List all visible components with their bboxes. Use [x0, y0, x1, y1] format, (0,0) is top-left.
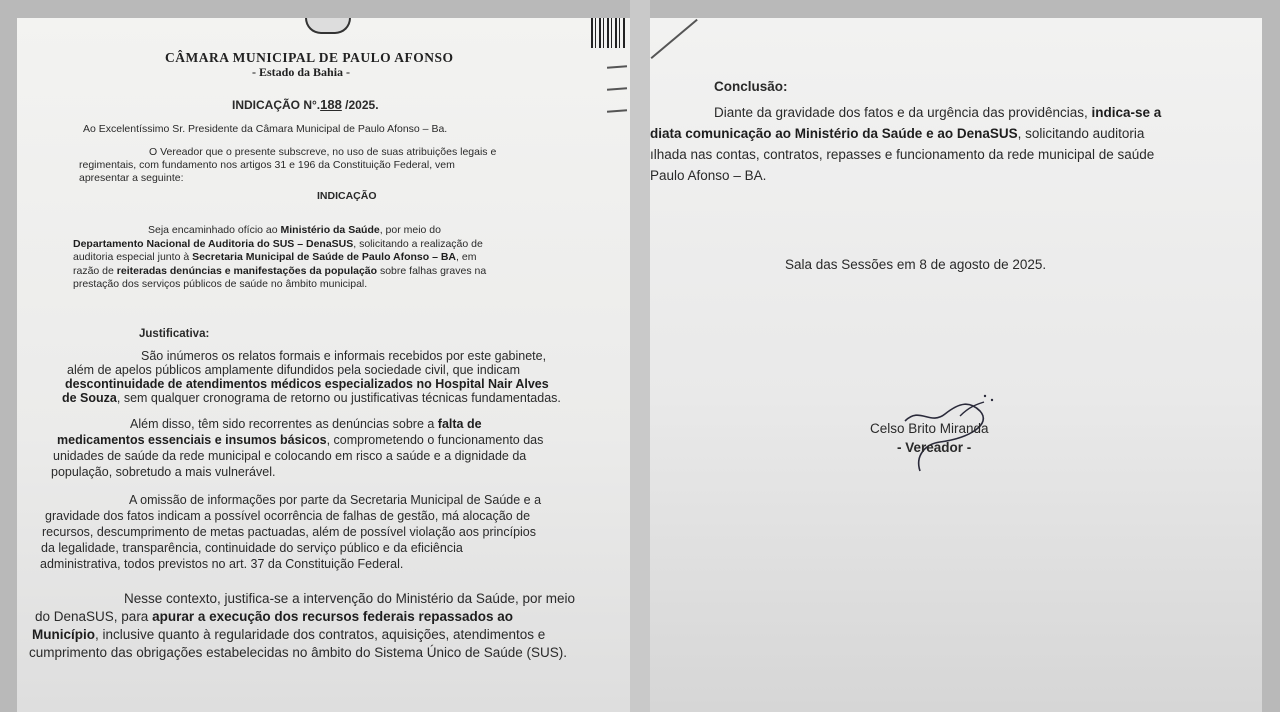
document-number: 188 [320, 97, 342, 112]
signer-role: - Vereador - [897, 440, 972, 455]
text-segment: ılhada nas contas, contratos, repasses e funcionamento da rede municipal de saúde [650, 147, 1155, 162]
text-line [42, 524, 536, 540]
text-line [73, 251, 476, 265]
text-line [129, 492, 541, 508]
text-line [53, 448, 526, 464]
bold-segment: indica-se a [1091, 105, 1162, 120]
edge-mark [651, 19, 698, 59]
justificativa-title: Justificativa: [139, 328, 210, 340]
bold-segment: Município [32, 627, 95, 642]
text-segment: da legalidade, transparência, continuidade do serviço público e da eficiência [41, 541, 463, 555]
text-line [714, 102, 1161, 123]
text-line [45, 508, 530, 524]
text-segment: , em [456, 251, 477, 263]
text-line [32, 626, 545, 644]
text-line [40, 556, 403, 572]
text-segment: prestação dos serviços públicos de saúde no âmbito municipal. [73, 278, 368, 290]
bold-segment: Departamento Nacional de Auditoria do SUS – DenaSUS [73, 238, 354, 250]
text-line [41, 540, 463, 556]
barcode-icon [591, 18, 625, 48]
text-segment: Além disso, têm sido recorrentes as denúncias sobre a [130, 417, 438, 431]
text-segment: além de apelos públicos amplamente difundidos pela sociedade civil, que indicam [67, 363, 521, 377]
edge-mark [607, 87, 627, 90]
bold-segment: diata comunicação ao Ministério da Saúde e ao DenaSUS [650, 126, 1018, 141]
text-segment: auditoria especial junto à [73, 251, 193, 263]
text-segment: Diante da gravidade dos fatos e da urgência das providências, [714, 105, 1092, 120]
text-line [29, 644, 567, 662]
title-prefix: INDICAÇÃO N°. [232, 98, 321, 112]
text-line [130, 416, 482, 432]
addressee: Ao Excelentíssimo Sr. Presidente da Câmara Municipal de Paulo Afonso – Ba. [83, 123, 448, 135]
section-title: INDICAÇÃO [317, 190, 377, 202]
bold-segment: descontinuidade de atendimentos médicos especializados no Hospital Nair Alves [65, 377, 549, 391]
conclusion-title: Conclusão: [714, 79, 788, 94]
text-segment: cumprimento das obrigações estabelecidas no âmbito do Sistema Único de Saúde (SUS). [29, 645, 568, 660]
state-name: - Estado da Bahia - [252, 65, 351, 79]
chamber-name: CÂMARA MUNICIPAL DE PAULO AFONSO [165, 50, 454, 65]
intro-line: O Vereador que o presente subscreve, no uso de suas atribuições legais e [149, 146, 497, 158]
text-segment: , sem qualquer cronograma de retorno ou justificativas técnicas fundamentadas. [116, 391, 561, 405]
text-segment: recursos, descumprimento de metas pactuadas, além de possível violação aos princípios [42, 525, 537, 539]
bold-segment: Ministério da Saúde [280, 224, 380, 236]
text-line [650, 165, 766, 186]
text-segment: Nesse contexto, justifica-se a intervenção do Ministério da Saúde, por meio [124, 591, 575, 606]
text-segment: , inclusive quanto à regularidade dos contratos, aquisições, atendimentos e [95, 627, 546, 642]
edge-mark [607, 65, 627, 68]
text-segment: administrativa, todos previstos no art. 37 da Constituição Federal. [40, 557, 404, 571]
text-line [62, 390, 561, 406]
signer-name: Celso Brito Miranda [870, 421, 989, 436]
text-segment: , por meio do [379, 224, 441, 236]
text-segment: , solicitando auditoria [1017, 126, 1145, 141]
text-segment: gravidade dos fatos indicam a possível ocorrência de falhas de gestão, má alocação de [45, 509, 531, 523]
bold-segment: Secretaria Municipal de Saúde de Paulo Afonso – BA [192, 251, 457, 263]
intro-line: apresentar a seguinte: [79, 172, 184, 184]
page-divider [630, 0, 650, 712]
text-segment: Paulo Afonso – BA. [650, 168, 767, 183]
bold-segment: de Souza [62, 391, 117, 405]
text-segment: razão de [73, 265, 117, 277]
text-segment: São inúmeros os relatos formais e informais recebidos por este gabinete, [141, 349, 547, 363]
text-segment: população, sobretudo a mais vulnerável. [51, 465, 276, 479]
text-line [57, 432, 543, 448]
text-line [35, 608, 513, 626]
text-line [73, 238, 483, 252]
bold-segment: reiteradas denúncias e manifestações da população [116, 265, 378, 277]
document-title [232, 98, 379, 113]
right-document-page [650, 18, 1262, 712]
bold-segment: falta de [437, 417, 482, 431]
text-segment: sobre falhas graves na [377, 265, 487, 277]
text-segment: A omissão de informações por parte da Secretaria Municipal de Saúde e a [129, 493, 542, 507]
text-line [650, 144, 1154, 165]
text-segment: , comprometendo o funcionamento das [326, 433, 544, 447]
text-line [73, 265, 486, 279]
text-segment: do DenaSUS, para [35, 609, 153, 624]
text-line [650, 123, 1144, 144]
edge-mark [607, 109, 627, 112]
closing-line: Sala das Sessões em 8 de agosto de 2025. [785, 257, 1047, 272]
bold-segment: medicamentos essenciais e insumos básicos [57, 433, 327, 447]
text-line [148, 224, 441, 238]
text-segment: unidades de saúde da rede municipal e colocando em risco a saúde e a dignidade da [53, 449, 527, 463]
text-segment: , solicitando a realização de [353, 238, 483, 250]
intro-line: regimentais, com fundamento nos artigos 31 e 196 da Constituição Federal, vem [79, 159, 455, 171]
municipal-crest-icon [305, 18, 351, 34]
left-document-page [17, 18, 630, 712]
text-line [73, 278, 367, 292]
title-suffix: /2025. [341, 98, 379, 112]
text-line [124, 590, 575, 608]
text-segment: Seja encaminhado ofício ao [148, 224, 281, 236]
bold-segment: apurar a execução dos recursos federais repassados ao [152, 609, 514, 624]
text-line [51, 464, 275, 480]
